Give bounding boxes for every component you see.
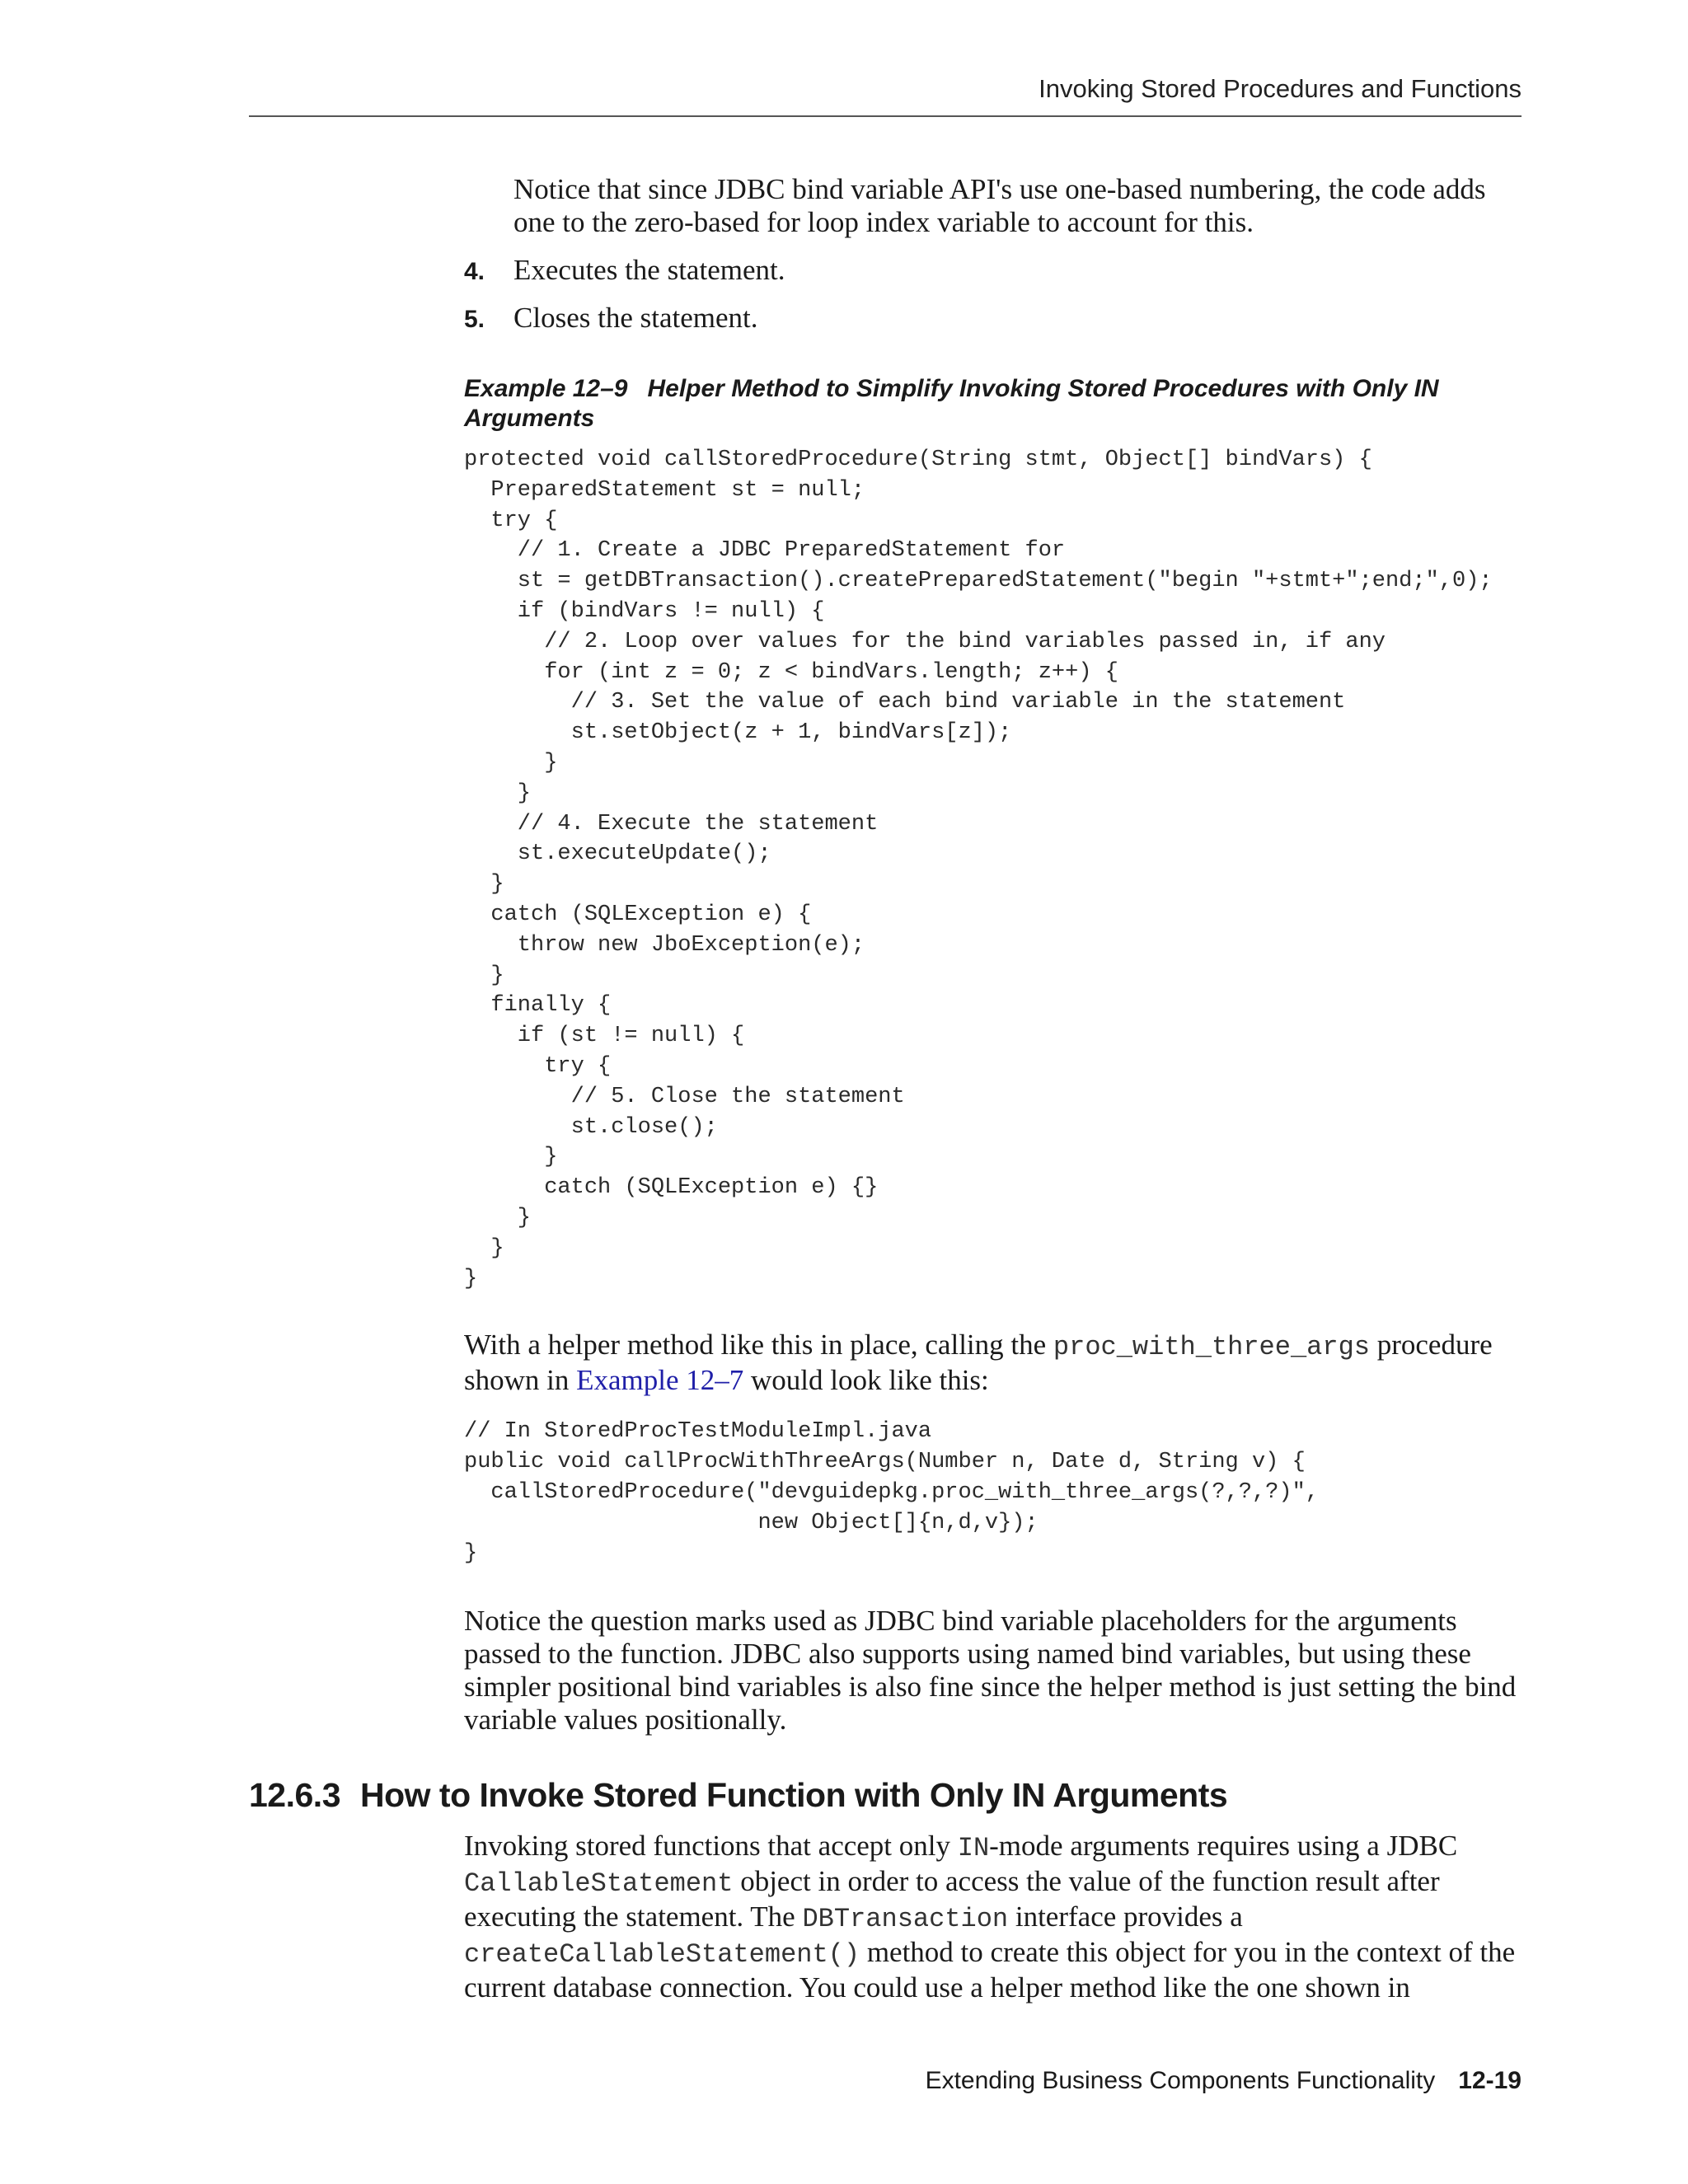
- text-span: interface provides a: [1008, 1900, 1243, 1933]
- text-span: procedure shown in: [464, 1329, 1493, 1397]
- text-span: method to create this object for you in the context of the current database connection. You could use a helper method like the one shown in: [464, 1936, 1516, 2004]
- step-number: 5.: [464, 306, 485, 333]
- example-cross-reference-link[interactable]: Example 12–7: [576, 1364, 744, 1397]
- section-title: How to Invoke Stored Function with Only IN Arguments: [360, 1776, 1228, 1814]
- code-block-call-example: // In StoredProcTestModuleImpl.java public void callProcWithThreeArgs(Number n, Date d, String v) { callStoredProcedure("devguidepkg.proc_with_three_args(?,?,?)", new Object[]{n,d,v}); }: [464, 1419, 1319, 1566]
- text-span: would look like this:: [743, 1364, 989, 1397]
- text-span: object in order to access the value of the function result after executing the statement. The: [464, 1865, 1440, 1933]
- inline-code: createCallableStatement(): [464, 1939, 860, 1970]
- main-content: [464, 173, 1522, 1736]
- step-text: Executes the statement.: [513, 254, 785, 286]
- paragraph-callable-statement: [464, 1830, 1522, 2004]
- section-content: [464, 1830, 1522, 2004]
- text-span: With a helper method like this in place, calling the: [464, 1329, 1053, 1361]
- header-rule: [249, 115, 1522, 117]
- inline-code: IN: [957, 1833, 990, 1863]
- inline-code: CallableStatement: [464, 1868, 734, 1899]
- intro-note: Notice that since JDBC bind variable API's use one-based numbering, the code adds one to the zero-based for loop index variable to account for this.: [513, 173, 1486, 238]
- inline-code: proc_with_three_args: [1053, 1332, 1370, 1363]
- text-span: Invoking stored functions that accept only: [464, 1830, 958, 1862]
- running-header: Invoking Stored Procedures and Functions: [1039, 74, 1522, 103]
- page-number: 12-19: [1458, 2067, 1522, 2094]
- example-caption: [464, 374, 1522, 434]
- example-title: Helper Method to Simplify Invoking Stored Procedures with Only IN Arguments: [464, 375, 1439, 432]
- step-number: 4.: [464, 258, 485, 285]
- section-number: 12.6.3: [249, 1776, 340, 1814]
- paragraph-bind-placeholders: Notice the question marks used as JDBC bind variable placeholders for the arguments passed to the function. JDBC also supports using named bind variables, but using these simpler positional bind variables is also fine since the helper method is just setting the bind variable values positionally.: [464, 1605, 1517, 1736]
- step-item: [464, 254, 1522, 287]
- inline-code: DBTransaction: [802, 1904, 1009, 1934]
- step-text: Closes the statement.: [513, 302, 758, 334]
- code-block-helper-method: protected void callStoredProcedure(String stmt, Object[] bindVars) { PreparedStatement st = null; try { // 1. Create a JDBC PreparedStatement for st = getDBTransaction().createPreparedStatement("begin "+stmt+";end;",0); if (bindVars != null) { // 2. Loop over values for the bind variables passed in, if any for (int z = 0; z < bindVars.length; z++) { // 3. Set the value of each bind variable in the statement st.setObject(z + 1, bindVars[z]); } } // 4. Execute the statement st.executeUpdate(); } catch (SQLException e) { throw new JboException(e); } finally { if (st != null) { try { // 5. Close the statement st.close(); } catch (SQLException e) {} } } }: [464, 448, 1493, 1291]
- page-footer: [926, 2067, 1522, 2095]
- text-span: -mode arguments requires using a JDBC: [989, 1830, 1458, 1862]
- paragraph-helper-usage: [464, 1329, 1522, 1397]
- example-label: Example 12–9: [464, 375, 628, 402]
- section-heading: [249, 1776, 1227, 1815]
- footer-book-title: Extending Business Components Functionality: [925, 2067, 1436, 2094]
- step-item: [464, 302, 1522, 335]
